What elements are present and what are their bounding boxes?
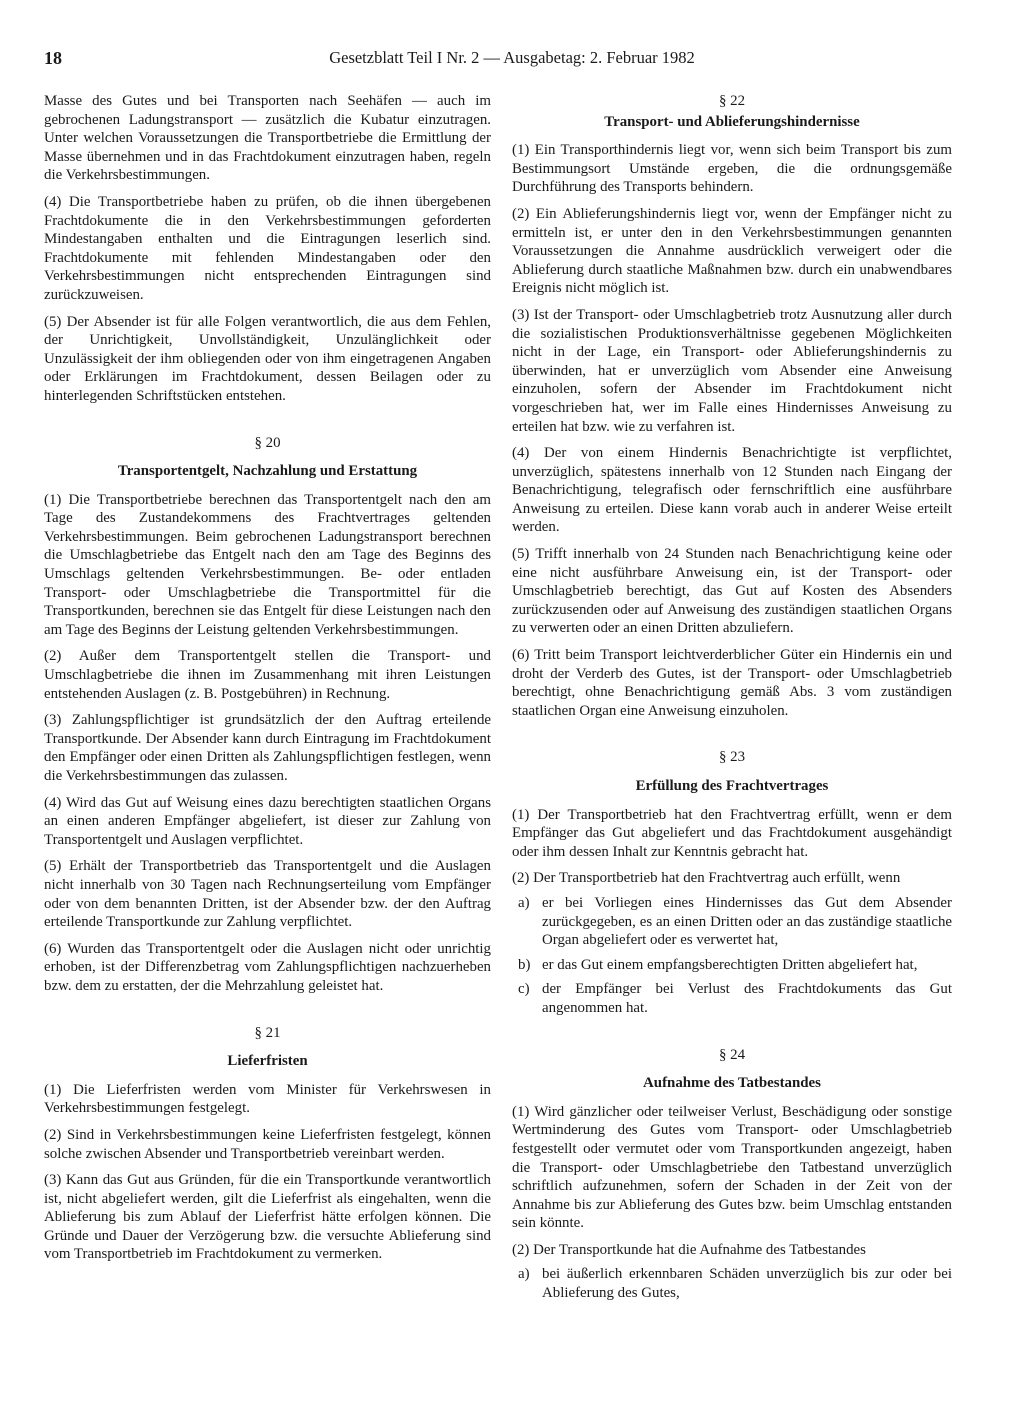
paragraph: (4) Wird das Gut auf Weisung eines dazu berechtigten staatlichen Organs an einen anderen Empfänger abgeliefert, ist dieser zur Zahlung von Transportentgelt und Auslagen verpflichtet. <box>44 794 491 848</box>
paragraph: (2) Der Transportkunde hat die Aufnahme des Tatbestandes <box>512 1241 866 1258</box>
paragraph: (1) Der Transportbetrieb hat den Frachtvertrag erfüllt, wenn er dem Empfänger das Gut abgeliefert und das Frachtdokument ausgehändigt oder ihm dessen Inhalt zur Kenntnis gebracht hat. <box>512 806 952 860</box>
list-item-label: c) <box>518 981 530 998</box>
paragraph: (2) Der Transportbetrieb hat den Frachtvertrag auch erfüllt, wenn <box>512 870 901 887</box>
section-number: § 24 <box>718 1046 746 1063</box>
list-item <box>512 1265 952 1302</box>
paragraph: (2) Sind in Verkehrsbestimmungen keine Lieferfristen festgelegt, können solche zwischen Absender und Transportbetrieb vereinbart werden. <box>44 1126 491 1162</box>
list-item-text: der Empfänger bei Verlust des Frachtdokuments das Gut angenommen hat. <box>542 981 952 1016</box>
paragraph: (3) Kann das Gut aus Gründen, für die ein Transportkunde verantwortlich ist, nicht abgeliefert werden, gilt die Lieferfrist als eingehalten, wenn die Ablieferung bis zum Ablauf der Lieferfrist hätte erfolgen können. Die Gründe und Dauer der Verzögerung bzw. die versuchte Ablieferung sind vom Transportbetrieb im Frachtdokument zu vermerken. <box>44 1172 491 1263</box>
section-title: Erfüllung des Frachtvertrages <box>635 778 829 794</box>
paragraph: (5) Erhält der Transportbetrieb das Transportentgelt und die Auslagen nicht innerhalb von 30 Tagen nach Rechnungserteilung vom Empfänger oder von dem benannten Dritten, ist der Absender bzw. der den Auftrag erteilende Transportkunde zur Zahlung verpflichtet. <box>44 858 491 931</box>
list-item <box>512 980 952 1017</box>
paragraph: (1) Ein Transporthindernis liegt vor, wenn sich beim Transport bis zum Bestimmungsort Umstände ergeben, die die ordnungsgemäße Durchführung des Transports behindern. <box>512 142 952 196</box>
page-number: 18 <box>44 48 62 68</box>
list-item <box>512 956 952 975</box>
paragraph: (1) Die Transportbetriebe berechnen das Transportentgelt nach den am Tage des Zustandekommens des Frachtvertrages geltenden Verkehrsbestimmungen. Beim gebrochenen Ladungstransport berechnen die Umschlagbetriebe das Entgelt nach den am Tage des Beginns des Umschlags geltenden Verkehrsbestimmungen. Be- oder entladen Transport- oder Umschlagbetriebe die Transportmittel für die Transportkunden, berechnen sie das Entgelt für diese Leistungen nach den am Tage des Beginns der Leistung geltenden Verkehrsbestimmungen. <box>44 491 491 638</box>
section-number: § 22 <box>718 93 746 109</box>
right-column <box>512 92 952 1303</box>
section-title: Aufnahme des Tatbestandes <box>643 1075 821 1092</box>
paragraph: (3) Zahlungspflichtiger ist grundsätzlich der den Auftrag erteilende Transportkunde. Der Absender kann durch Eintragung im Frachtdokument den Empfänger oder einen Dritten als Zahlungspflichtigen festlegen, wenn die Verkehrsbestimmungen das zulassen. <box>44 712 491 784</box>
paragraph: (4) Die Transportbetriebe haben zu prüfen, ob die ihnen übergebenen Frachtdokumente die in den Verkehrsbestimmungen geforderten Mindestangaben enthalten und die Eintragungen leserlich sind. Frachtdokumente mit fehlenden Mindestangaben oder den Verkehrsbestimmungen nicht entsprechenden Eintragungen sind zurückzuweisen. <box>44 193 491 303</box>
paragraph: (2) Ein Ablieferungshindernis liegt vor, wenn der Empfänger nicht zu ermitteln ist, er unter den in den Verkehrsbestimmungen genannten Voraussetzungen die Annahme ausdrücklich verweigert oder die Ablieferung durch staatliche Maßnahmen bzw. durch ein unabwendbares Ereignis nicht möglich ist. <box>512 205 952 297</box>
list-item-label: a) <box>518 894 530 911</box>
running-head: Gesetzblatt Teil I Nr. 2 — Ausgabetag: 2. Februar 1982 <box>329 48 695 67</box>
paragraph: (5) Der Absender ist für alle Folgen verantwortlich, die aus dem Fehlen, der Unrichtigkeit, Unvollständigkeit, Unzulänglichkeit oder Unzulässigkeit der ihm obliegenden oder von ihm eingetragenen Angaben oder Erklärungen im Frachtdokument, dessen Beilagen oder zu hinterlegenden Schriftstücken entstehen. <box>44 313 491 404</box>
section-title: Transportentgelt, Nachzahlung und Erstattung <box>117 463 418 480</box>
paragraph: (3) Ist der Transport- oder Umschlagbetrieb trotz Ausnutzung aller durch die sozialistischen Produktionsverhältnisse gegebenen Möglichkeiten nicht in der Lage, ein Transport- oder Ablieferungshindernis zu überwinden, hat er unverzüglich vom Absender eine Anweisung einzuholen, sofern der Absender im Frachtdokument nicht vorgeschrieben hat, wer im Falle eines Hindernisses Anweisung zu erteilen hat bzw. wie zu verfahren ist. <box>512 306 952 435</box>
list-item-text: er bei Vorliegen eines Hindernisses das Gut dem Absender zurückgegeben, es an einen Dritten oder an das zuständige staatliche Organ abgeliefert oder es verwertet hat, <box>542 894 952 949</box>
paragraph: (5) Trifft innerhalb von 24 Stunden nach Benachrichtigung keine oder eine nicht ausführbare Anweisung ein, ist der Transport- oder Umschlagbetrieb berechtigt, das Gut auf Kosten des Absenders zurückzusenden oder auf Anweisung des zuständigen staatlichen Organs zu verwerten oder an einen Dritten abzuliefern. <box>512 546 952 637</box>
paragraph: (2) Außer dem Transportentgelt stellen die Transport- und Umschlagbetriebe die ihnen im Zusammenhang mit ihren Leistungen entstehenden Auslagen (z. B. Postgebühren) in Rechnung. <box>44 648 491 702</box>
section-number: § 20 <box>254 434 281 451</box>
section-title: Lieferfristen <box>227 1053 308 1070</box>
section-number: § 23 <box>718 749 746 766</box>
list-item-text: bei äußerlich erkennbaren Schäden unverzüglich bis zur oder bei Ablieferung des Gutes, <box>542 1266 952 1302</box>
section-title: Transport- und Ablieferungshindernisse <box>604 113 860 130</box>
section-number: § 21 <box>254 1024 281 1041</box>
paragraph: (4) Der von einem Hindernis Benachrichtigte ist verpflichtet, unverzüglich, spätestens innerhalb von 12 Stunden nach Eingang der Benachrichtigung, telegrafisch oder fernschriftlich eine ausführbare Anweisung zu erteilen. Diese kann vorab auch in anderer Weise erteilt werden. <box>512 445 952 536</box>
paragraph: (1) Wird gänzlicher oder teilweiser Verlust, Beschädigung oder sonstige Wertminderung des Gutes vom Transport- oder Umschlagbetrieb festgestellt oder vermutet oder vom Transportkunden angezeigt, haben die Transport- oder Umschlagbetriebe den Tatbestand unverzüglich schriftlich aufzunehmen, sofern der Schaden in der Zeit von der Annahme bis zur Ablieferung des Gutes bzw. beim Umschlag entstanden sein könnte. <box>512 1103 952 1232</box>
list-item-label: b) <box>518 956 531 973</box>
paragraph: (6) Wurden das Transportentgelt oder die Auslagen nicht oder unrichtig erhoben, ist der Differenzbetrag vom Zahlungspflichtigen nachzuerheben bzw. dem zu erstatten, der die Mehrzahlung geleistet hat. <box>44 940 491 994</box>
list-item-label: a) <box>518 1266 530 1283</box>
paragraph: Masse des Gutes und bei Transporten nach Seehäfen — auch im gebrochenen Ladungstransport — zusätzlich die Kubatur einzutragen. Unter welchen Voraussetzungen die Transportbetriebe die Ermittlung der Masse übernehmen und in das Frachtdokument einzutragen haben, regeln die Verkehrsbestimmungen. <box>44 93 491 184</box>
page-header <box>44 48 980 74</box>
list-item <box>512 894 952 950</box>
paragraph: (1) Die Lieferfristen werden vom Minister für Verkehrswesen in Verkehrsbestimmungen festgelegt. <box>44 1081 491 1117</box>
list-item-text: er das Gut einem empfangsberechtigten Dritten abgeliefert hat, <box>542 956 918 973</box>
paragraph: (6) Tritt beim Transport leichtverderblicher Güter ein Hindernis ein und droht der Verderb des Gutes, ist der Transport- oder Umschlagbetrieb berechtigt, ohne Benachrichtigung gemäß Abs. 3 vom zuständigen staatlichen Organ eine Anweisung einzuholen. <box>512 647 952 719</box>
left-column <box>44 92 491 1264</box>
